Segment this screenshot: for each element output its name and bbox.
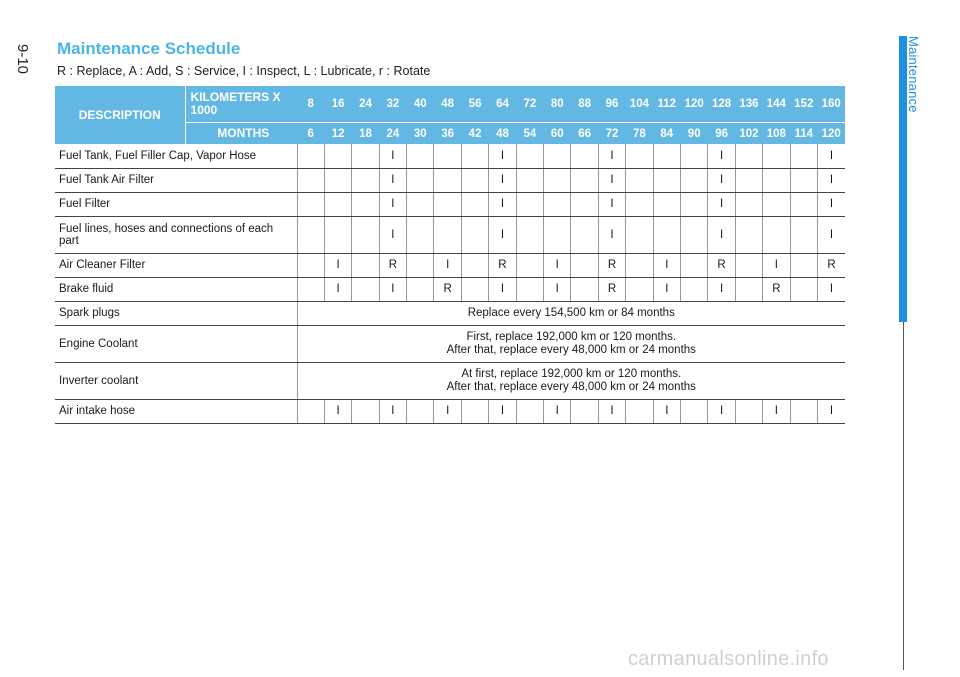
- table-row: [55, 216, 845, 253]
- schedule-cell: I: [817, 277, 845, 301]
- schedule-cell: [352, 399, 379, 423]
- schedule-cell: I: [653, 277, 680, 301]
- schedule-cell: I: [598, 216, 625, 253]
- schedule-cell: [461, 168, 488, 192]
- header-month-value: 72: [598, 123, 625, 145]
- schedule-note-line: First, replace 192,000 km or 120 months.: [466, 330, 677, 343]
- schedule-cell: [681, 216, 708, 253]
- schedule-cell: [653, 144, 680, 168]
- header-km-value: 104: [626, 86, 653, 123]
- schedule-cell: [461, 192, 488, 216]
- schedule-cell: [681, 277, 708, 301]
- schedule-cell: [324, 192, 351, 216]
- schedule-cell: [516, 192, 543, 216]
- schedule-cell: [763, 192, 790, 216]
- schedule-cell: [516, 277, 543, 301]
- schedule-cell: [681, 399, 708, 423]
- table-row: [55, 192, 845, 216]
- schedule-cell: [681, 253, 708, 277]
- schedule-cell: R: [708, 253, 735, 277]
- schedule-cell: [407, 399, 434, 423]
- schedule-cell: R: [817, 253, 845, 277]
- schedule-cell: I: [598, 192, 625, 216]
- schedule-cell: [297, 277, 324, 301]
- schedule-cell: I: [653, 253, 680, 277]
- schedule-cell: [571, 253, 598, 277]
- schedule-cell: [434, 216, 461, 253]
- schedule-cell: I: [544, 399, 571, 423]
- header-month-value: 42: [461, 123, 488, 145]
- header-km-value: 96: [598, 86, 625, 123]
- schedule-cell: I: [324, 277, 351, 301]
- schedule-cell: [763, 216, 790, 253]
- header-month-value: 102: [735, 123, 762, 145]
- schedule-cell: [626, 144, 653, 168]
- row-label: Brake fluid: [55, 277, 297, 301]
- schedule-cell: I: [489, 144, 516, 168]
- schedule-note: [297, 362, 845, 399]
- schedule-cell: I: [379, 168, 406, 192]
- header-month-value: 36: [434, 123, 461, 145]
- header-month-value: 24: [379, 123, 406, 145]
- schedule-cell: I: [489, 192, 516, 216]
- header-month-value: 120: [817, 123, 845, 145]
- schedule-cell: I: [489, 216, 516, 253]
- header-km-value: 8: [297, 86, 324, 123]
- schedule-cell: I: [379, 144, 406, 168]
- header-km-value: 80: [544, 86, 571, 123]
- schedule-cell: [461, 253, 488, 277]
- schedule-cell: [653, 216, 680, 253]
- schedule-cell: R: [379, 253, 406, 277]
- schedule-cell: [571, 192, 598, 216]
- table-row: [55, 144, 845, 168]
- header-month-value: 66: [571, 123, 598, 145]
- schedule-cell: I: [489, 399, 516, 423]
- schedule-cell: I: [379, 216, 406, 253]
- schedule-cell: [681, 192, 708, 216]
- row-label: Engine Coolant: [55, 325, 297, 362]
- schedule-cell: [461, 399, 488, 423]
- schedule-cell: [516, 216, 543, 253]
- header-month-value: 90: [681, 123, 708, 145]
- schedule-cell: [544, 144, 571, 168]
- schedule-cell: I: [763, 253, 790, 277]
- schedule-cell: [571, 277, 598, 301]
- schedule-cell: I: [489, 277, 516, 301]
- schedule-cell: I: [544, 253, 571, 277]
- page-title: Maintenance Schedule: [57, 39, 241, 58]
- schedule-cell: [763, 144, 790, 168]
- schedule-cell: [516, 144, 543, 168]
- schedule-cell: [516, 253, 543, 277]
- schedule-cell: I: [708, 216, 735, 253]
- schedule-cell: [571, 399, 598, 423]
- schedule-cell: [434, 192, 461, 216]
- schedule-cell: [626, 253, 653, 277]
- schedule-cell: [735, 399, 762, 423]
- schedule-cell: [297, 253, 324, 277]
- schedule-cell: [352, 144, 379, 168]
- header-km-value: 64: [489, 86, 516, 123]
- schedule-cell: [544, 216, 571, 253]
- schedule-cell: [571, 216, 598, 253]
- header-km-value: 136: [735, 86, 762, 123]
- schedule-note-line: After that, replace every 48,000 km or 24 months: [446, 343, 696, 356]
- table-row: [55, 277, 845, 301]
- schedule-cell: R: [489, 253, 516, 277]
- schedule-cell: [571, 168, 598, 192]
- schedule-cell: [653, 168, 680, 192]
- schedule-cell: [735, 253, 762, 277]
- table-row: [55, 168, 845, 192]
- header-month-value: 12: [324, 123, 351, 145]
- header-month-value: 6: [297, 123, 324, 145]
- schedule-cell: [461, 277, 488, 301]
- schedule-cell: [352, 192, 379, 216]
- page-number: 9-10: [14, 44, 31, 75]
- schedule-cell: I: [708, 277, 735, 301]
- header-km-value: 160: [817, 86, 845, 123]
- schedule-cell: I: [817, 168, 845, 192]
- header-km-value: 32: [379, 86, 406, 123]
- schedule-note: [297, 325, 845, 362]
- schedule-note: [297, 301, 845, 325]
- schedule-cell: [407, 216, 434, 253]
- schedule-cell: [297, 168, 324, 192]
- schedule-cell: [434, 144, 461, 168]
- schedule-cell: [352, 277, 379, 301]
- schedule-cell: R: [598, 277, 625, 301]
- table-row: [55, 399, 845, 423]
- schedule-cell: [461, 144, 488, 168]
- schedule-cell: [352, 216, 379, 253]
- schedule-cell: [434, 168, 461, 192]
- schedule-cell: [681, 168, 708, 192]
- schedule-cell: I: [324, 399, 351, 423]
- schedule-cell: [653, 192, 680, 216]
- schedule-cell: [790, 168, 817, 192]
- schedule-cell: [626, 168, 653, 192]
- header-km-value: 24: [352, 86, 379, 123]
- schedule-cell: R: [598, 253, 625, 277]
- schedule-cell: I: [817, 144, 845, 168]
- header-month-value: 30: [407, 123, 434, 145]
- schedule-cell: I: [708, 144, 735, 168]
- header-km-value: 88: [571, 86, 598, 123]
- header-month-value: 18: [352, 123, 379, 145]
- header-month-value: 54: [516, 123, 543, 145]
- header-km-label: KILOMETERS X 1000: [185, 86, 297, 123]
- schedule-cell: [407, 253, 434, 277]
- schedule-cell: [626, 192, 653, 216]
- header-description: DESCRIPTION: [55, 86, 185, 144]
- table-row: [55, 362, 845, 399]
- schedule-cell: [571, 144, 598, 168]
- row-label: Fuel lines, hoses and connections of each part: [55, 216, 297, 253]
- schedule-cell: [735, 216, 762, 253]
- schedule-cell: I: [489, 168, 516, 192]
- table-row: [55, 301, 845, 325]
- schedule-cell: [790, 253, 817, 277]
- schedule-cell: [407, 168, 434, 192]
- side-divider: [903, 322, 904, 670]
- header-month-value: 96: [708, 123, 735, 145]
- schedule-cell: [790, 399, 817, 423]
- schedule-cell: R: [763, 277, 790, 301]
- row-label: Fuel Tank Air Filter: [55, 168, 297, 192]
- schedule-cell: [297, 399, 324, 423]
- side-tab-label: Maintenance: [906, 36, 921, 113]
- schedule-cell: [544, 192, 571, 216]
- schedule-cell: [681, 144, 708, 168]
- header-month-value: 114: [790, 123, 817, 145]
- header-km-value: 40: [407, 86, 434, 123]
- row-label: Spark plugs: [55, 301, 297, 325]
- header-month-value: 108: [763, 123, 790, 145]
- row-label: Air Cleaner Filter: [55, 253, 297, 277]
- schedule-cell: [735, 277, 762, 301]
- schedule-cell: I: [763, 399, 790, 423]
- schedule-cell: I: [653, 399, 680, 423]
- row-label: Fuel Tank, Fuel Filler Cap, Vapor Hose: [55, 144, 297, 168]
- schedule-cell: [790, 192, 817, 216]
- schedule-cell: I: [434, 253, 461, 277]
- header-km-value: 56: [461, 86, 488, 123]
- schedule-cell: [626, 399, 653, 423]
- table-row: [55, 253, 845, 277]
- legend-text: R : Replace, A : Add, S : Service, I : Inspect, L : Lubricate, r : Rotate: [57, 64, 431, 78]
- maintenance-table: [55, 86, 845, 424]
- schedule-cell: I: [324, 253, 351, 277]
- header-month-value: 78: [626, 123, 653, 145]
- schedule-note-line: At first, replace 192,000 km or 120 months.: [461, 367, 682, 380]
- header-km-value: 48: [434, 86, 461, 123]
- schedule-cell: I: [544, 277, 571, 301]
- schedule-cell: [790, 216, 817, 253]
- watermark: carmanualsonline.info: [628, 648, 829, 670]
- schedule-cell: [352, 168, 379, 192]
- schedule-cell: I: [817, 192, 845, 216]
- row-label: Air intake hose: [55, 399, 297, 423]
- schedule-cell: I: [598, 168, 625, 192]
- schedule-cell: [544, 168, 571, 192]
- schedule-cell: [297, 216, 324, 253]
- schedule-cell: [626, 277, 653, 301]
- schedule-cell: [324, 216, 351, 253]
- schedule-cell: [407, 277, 434, 301]
- schedule-cell: I: [379, 277, 406, 301]
- schedule-cell: I: [708, 192, 735, 216]
- row-label: Inverter coolant: [55, 362, 297, 399]
- schedule-cell: [297, 192, 324, 216]
- schedule-cell: [461, 216, 488, 253]
- schedule-cell: [626, 216, 653, 253]
- header-km-value: 128: [708, 86, 735, 123]
- schedule-note-line: After that, replace every 48,000 km or 24 months: [446, 380, 696, 393]
- schedule-cell: I: [708, 399, 735, 423]
- schedule-cell: [735, 168, 762, 192]
- header-months-label: MONTHS: [185, 123, 297, 145]
- schedule-cell: I: [708, 168, 735, 192]
- row-label: Fuel Filter: [55, 192, 297, 216]
- schedule-cell: [790, 144, 817, 168]
- schedule-cell: I: [379, 192, 406, 216]
- header-km-value: 144: [763, 86, 790, 123]
- header-km-value: 72: [516, 86, 543, 123]
- schedule-cell: I: [598, 399, 625, 423]
- header-km-value: 120: [681, 86, 708, 123]
- schedule-note-line: Replace every 154,500 km or 84 months: [467, 306, 675, 319]
- schedule-cell: [324, 144, 351, 168]
- schedule-cell: [763, 168, 790, 192]
- schedule-cell: [297, 144, 324, 168]
- schedule-cell: R: [434, 277, 461, 301]
- schedule-cell: I: [379, 399, 406, 423]
- schedule-cell: I: [434, 399, 461, 423]
- header-month-value: 84: [653, 123, 680, 145]
- table-row: [55, 325, 845, 362]
- schedule-cell: I: [598, 144, 625, 168]
- header-km-value: 16: [324, 86, 351, 123]
- schedule-cell: [407, 144, 434, 168]
- header-month-value: 48: [489, 123, 516, 145]
- header-km-value: 152: [790, 86, 817, 123]
- schedule-cell: [324, 168, 351, 192]
- schedule-cell: I: [817, 216, 845, 253]
- schedule-cell: [352, 253, 379, 277]
- header-month-value: 60: [544, 123, 571, 145]
- schedule-cell: I: [817, 399, 845, 423]
- header-km-value: 112: [653, 86, 680, 123]
- schedule-cell: [516, 168, 543, 192]
- schedule-cell: [735, 192, 762, 216]
- schedule-cell: [407, 192, 434, 216]
- schedule-cell: [790, 277, 817, 301]
- schedule-cell: [516, 399, 543, 423]
- schedule-cell: [735, 144, 762, 168]
